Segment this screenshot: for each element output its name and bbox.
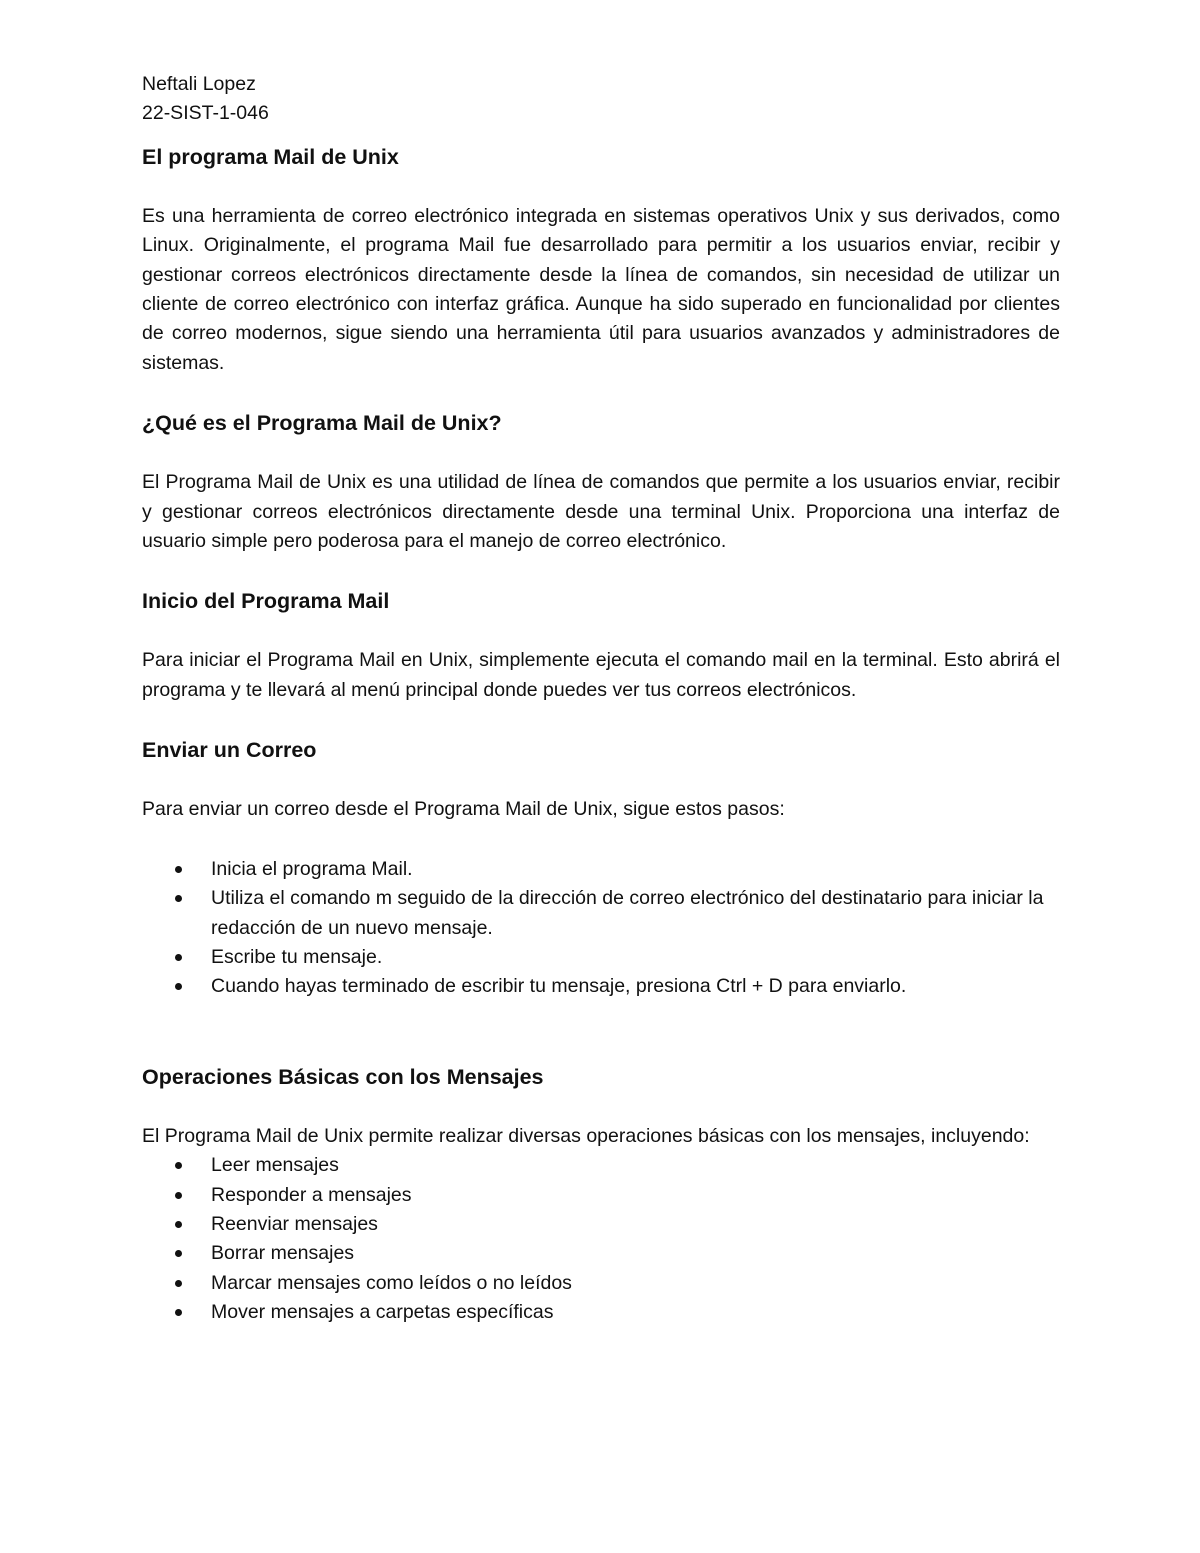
- list-item: Cuando hayas terminado de escribir tu mensaje, presiona Ctrl + D para enviarlo.: [142, 972, 1060, 1001]
- bullet-icon: [175, 1221, 182, 1228]
- author-id: 22-SIST-1-046: [142, 102, 269, 125]
- bullet-icon: [175, 1250, 182, 1257]
- list-item: Escribe tu mensaje.: [142, 943, 1060, 972]
- section-title-send: Enviar un Correo: [142, 738, 317, 763]
- send-steps-list: [142, 855, 1060, 1002]
- bullet-icon: [175, 954, 182, 961]
- bullet-icon: [175, 1192, 182, 1199]
- section-title-start: Inicio del Programa Mail: [142, 589, 390, 614]
- section-body-what: El Programa Mail de Unix es una utilidad de línea de comandos que permite a los usuarios enviar, recibir y gestionar correos electrónicos directamente desde una terminal Unix. Proporciona una interfaz de usuario simple pero poderosa para el manejo de correo electrónico.: [142, 471, 1060, 553]
- list-item: Utiliza el comando m seguido de la dirección de correo electrónico del destinatario para iniciar la redacción de un nuevo mensaje.: [142, 884, 1060, 943]
- bullet-icon: [175, 1162, 182, 1169]
- section-body-intro: Es una herramienta de correo electrónico integrada en sistemas operativos Unix y sus derivados, como Linux. Originalmente, el programa Mail fue desarrollado para permitir a los usuarios enviar, recibir y gestionar correos electrónicos directamente desde la línea de comandos, sin necesidad de utilizar un cliente de correo electrónico con interfaz gráfica. Aunque ha sido superado en funcionalidad por clientes de correo modernos, sigue siendo una herramienta útil para usuarios avanzados y administradores de sistemas.: [142, 204, 1060, 374]
- section-title-what: ¿Qué es el Programa Mail de Unix?: [142, 411, 502, 436]
- section-title-intro: El programa Mail de Unix: [142, 144, 399, 169]
- list-item: Reenviar mensajes: [142, 1210, 1060, 1239]
- bullet-icon: [175, 866, 182, 873]
- section-body-send: Para enviar un correo desde el Programa Mail de Unix, sigue estos pasos:: [142, 798, 785, 821]
- section-body-start: Para iniciar el Programa Mail en Unix, simplemente ejecuta el comando mail en la terminal. Esto abrirá el programa y te llevará al menú principal donde puedes ver tus correos electrónicos.: [142, 649, 1060, 701]
- bullet-icon: [175, 895, 182, 902]
- list-item: Leer mensajes: [142, 1151, 1060, 1180]
- list-item: Borrar mensajes: [142, 1239, 1060, 1268]
- bullet-icon: [175, 1309, 182, 1316]
- ops-items-list: [142, 1151, 1060, 1327]
- list-item: Inicia el programa Mail.: [142, 855, 1060, 884]
- document-page: [142, 70, 1060, 1328]
- list-item: Responder a mensajes: [142, 1181, 1060, 1210]
- bullet-icon: [175, 983, 182, 990]
- author-name: Neftali Lopez: [142, 73, 256, 95]
- list-item: Marcar mensajes como leídos o no leídos: [142, 1269, 1060, 1298]
- bullet-icon: [175, 1280, 182, 1287]
- section-body-ops: El Programa Mail de Unix permite realizar diversas operaciones básicas con los mensajes, incluyendo:: [142, 1124, 1030, 1147]
- list-item: Mover mensajes a carpetas específicas: [142, 1298, 1060, 1327]
- section-title-ops: Operaciones Básicas con los Mensajes: [142, 1064, 544, 1089]
